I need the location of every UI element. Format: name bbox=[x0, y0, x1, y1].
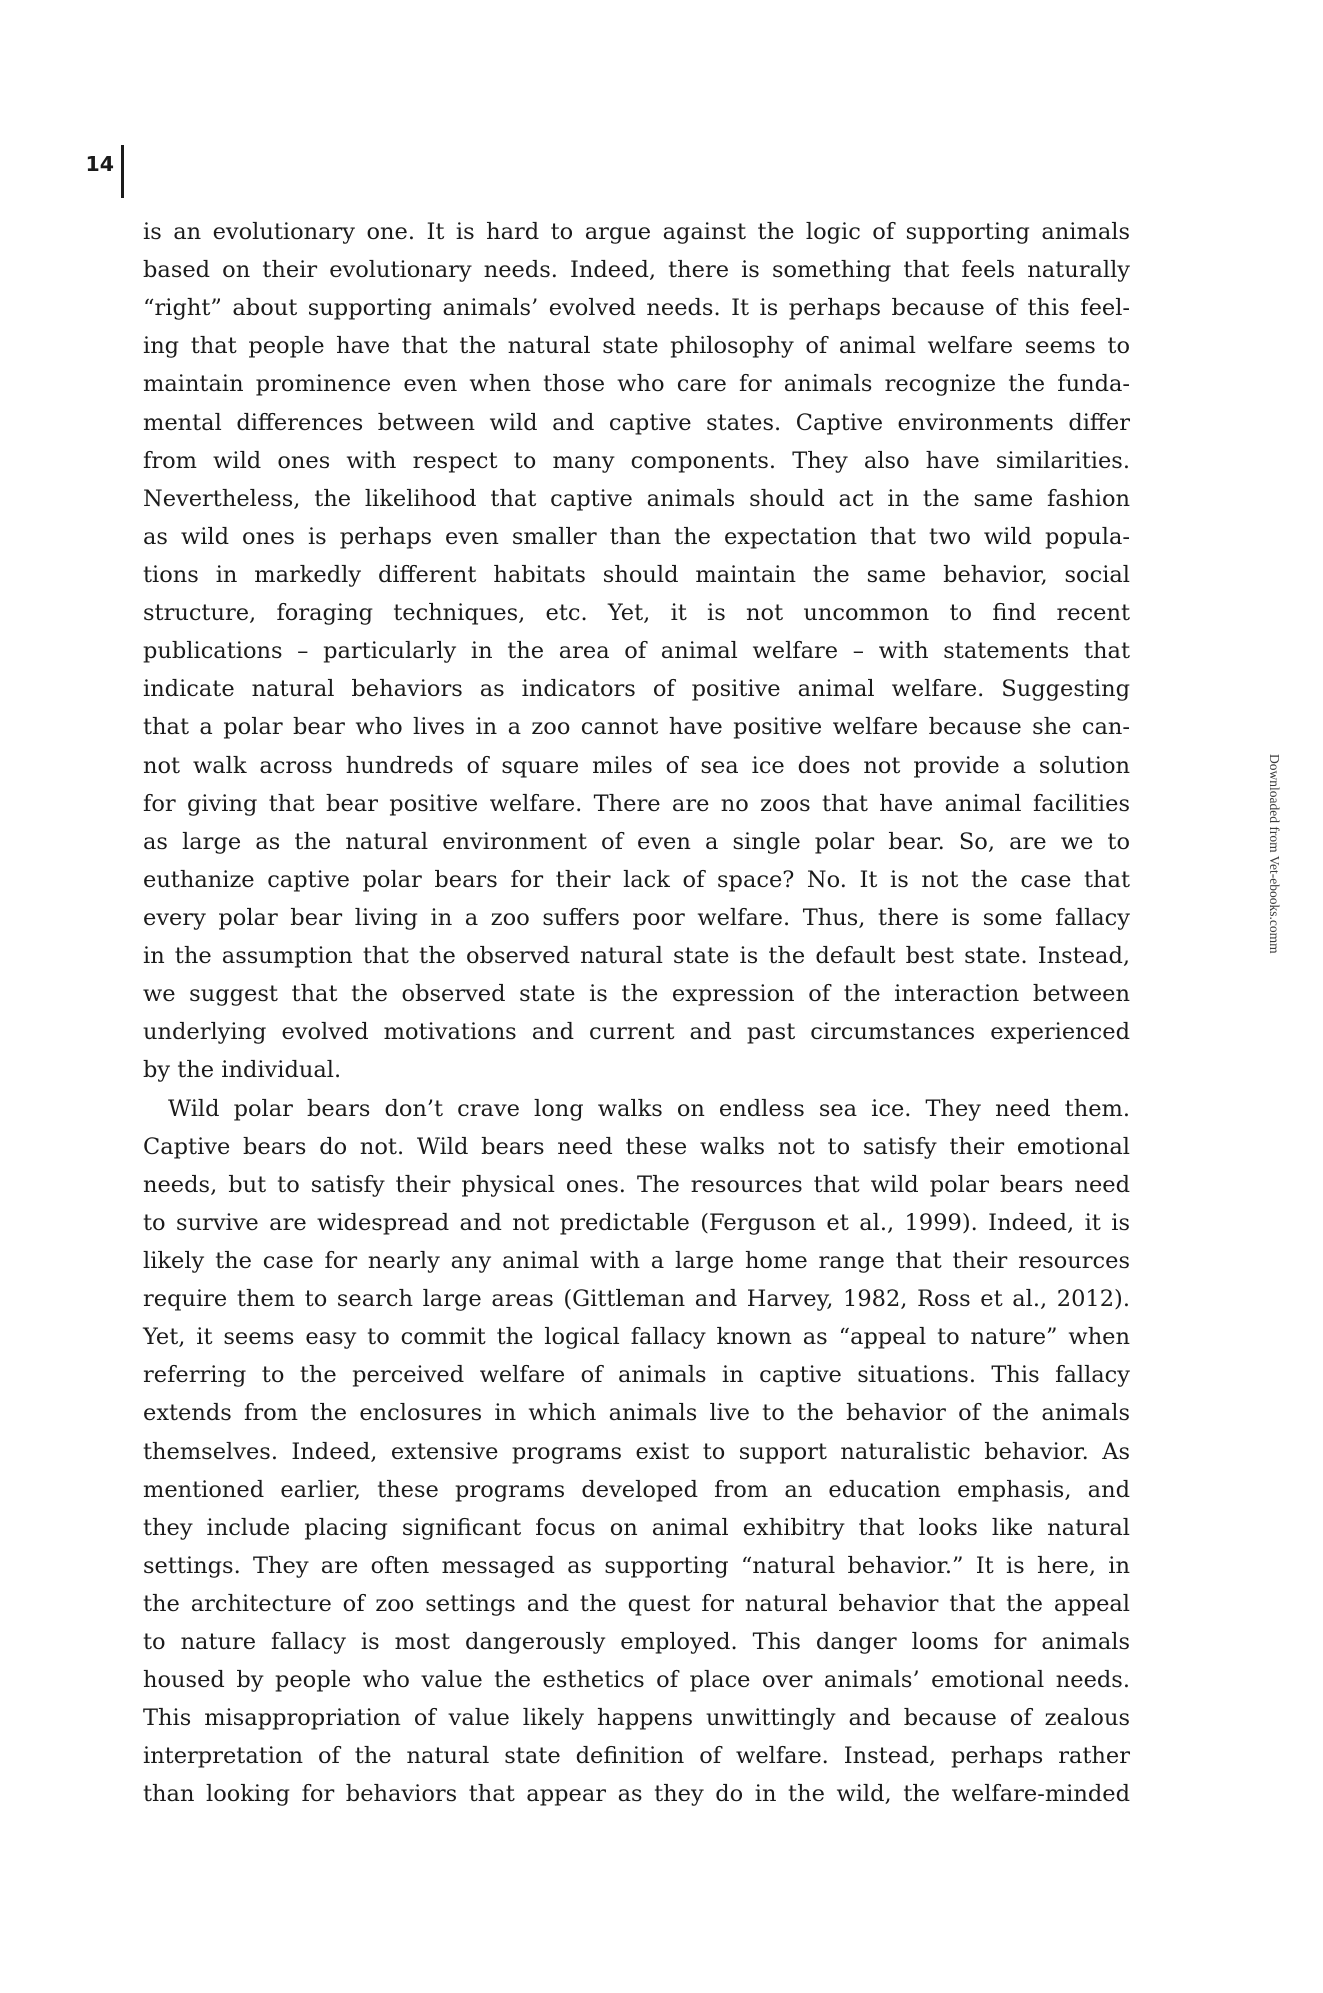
text-line: the architecture of zoo settings and the quest for natural behavior that the appeal bbox=[143, 1590, 1130, 1617]
text-line: ing that people have that the natural state philosophy of animal welfare seems to bbox=[143, 333, 1130, 360]
body-text bbox=[143, 213, 1130, 1814]
text-line: mentioned earlier, these programs developed from an education emphasis, and bbox=[143, 1476, 1130, 1503]
text-line: structure, foraging techniques, etc. Yet, it is not uncommon to find recent bbox=[143, 600, 1130, 627]
text-line: based on their evolutionary needs. Indeed, there is something that feels naturally bbox=[143, 257, 1130, 284]
text-line: themselves. Indeed, extensive programs exist to support naturalistic behavior. As bbox=[143, 1438, 1130, 1465]
text-line: maintain prominence even when those who care for animals recognize the funda- bbox=[143, 371, 1130, 398]
text-line: require them to search large areas (Gittleman and Harvey, 1982, Ross et al., 2012). bbox=[143, 1286, 1130, 1313]
text-line: from wild ones with respect to many components. They also have similarities. bbox=[143, 447, 1130, 474]
text-line: as large as the natural environment of even a single polar bear. So, are we to bbox=[143, 828, 1130, 855]
text-line: as wild ones is perhaps even smaller than the expectation that two wild popula- bbox=[143, 523, 1130, 550]
paragraph-1 bbox=[143, 213, 1130, 1090]
text-line: Yet, it seems easy to commit the logical fallacy known as “appeal to nature” when bbox=[143, 1324, 1130, 1351]
text-line: than looking for behaviors that appear as they do in the wild, the welfare-minded bbox=[143, 1781, 1130, 1808]
text-line: publications – particularly in the area of animal welfare – with statements that bbox=[143, 638, 1130, 665]
text-line: Wild polar bears don’t crave long walks on endless sea ice. They need them. bbox=[168, 1095, 1130, 1122]
text-line: Nevertheless, the likelihood that captive animals should act in the same fashion bbox=[143, 485, 1130, 512]
text-line: referring to the perceived welfare of animals in captive situations. This fallacy bbox=[143, 1362, 1130, 1389]
text-line: euthanize captive polar bears for their lack of space? No. It is not the case that bbox=[143, 866, 1130, 893]
text-line: indicate natural behaviors as indicators of positive animal welfare. Suggesting bbox=[143, 676, 1130, 703]
text-line: is an evolutionary one. It is hard to argue against the logic of supporting animals bbox=[143, 219, 1130, 245]
text-line: not walk across hundreds of square miles of sea ice does not provide a solution bbox=[143, 752, 1130, 779]
text-line: tions in markedly different habitats should maintain the same behavior, social bbox=[143, 561, 1130, 588]
text-line: by the individual. bbox=[143, 1057, 342, 1084]
text-line: for giving that bear positive welfare. There are no zoos that have animal facilities bbox=[143, 790, 1130, 817]
download-watermark: Downloaded from Vet-ebooks.comm bbox=[1267, 754, 1282, 954]
text-line: This misappropriation of value likely happens unwittingly and because of zealous bbox=[143, 1705, 1130, 1732]
text-line: every polar bear living in a zoo suffers poor welfare. Thus, there is some fallacy bbox=[143, 904, 1130, 931]
text-line: extends from the enclosures in which animals live to the behavior of the animals bbox=[143, 1400, 1130, 1427]
page-number: 14 bbox=[85, 152, 114, 176]
page-number-rule bbox=[121, 145, 124, 198]
text-line: underlying evolved motivations and current and past circumstances experienced bbox=[143, 1019, 1130, 1046]
text-line: interpretation of the natural state definition of welfare. Instead, perhaps rather bbox=[143, 1743, 1130, 1770]
text-line: needs, but to satisfy their physical ones. The resources that wild polar bears need bbox=[143, 1171, 1130, 1198]
text-line: “right” about supporting animals’ evolved needs. It is perhaps because of this feel- bbox=[143, 295, 1130, 322]
paragraph-2 bbox=[143, 1090, 1130, 1814]
text-line: to nature fallacy is most dangerously employed. This danger looms for animals bbox=[143, 1629, 1130, 1656]
text-line: Captive bears do not. Wild bears need these walks not to satisfy their emotional bbox=[143, 1133, 1130, 1160]
text-line: mental differences between wild and captive states. Captive environments differ bbox=[143, 409, 1130, 436]
text-line: we suggest that the observed state is the expression of the interaction between bbox=[143, 981, 1130, 1008]
text-line: settings. They are often messaged as supporting “natural behavior.” It is here, in bbox=[143, 1552, 1130, 1579]
text-line: in the assumption that the observed natural state is the default best state. Instead, bbox=[143, 943, 1130, 970]
text-line: they include placing significant focus on animal exhibitry that looks like natural bbox=[143, 1514, 1130, 1541]
text-line: to survive are widespread and not predictable (Ferguson et al., 1999). Indeed, it is bbox=[143, 1209, 1130, 1236]
text-line: housed by people who value the esthetics of place over animals’ emotional needs. bbox=[143, 1667, 1130, 1694]
text-line: likely the case for nearly any animal with a large home range that their resources bbox=[143, 1247, 1130, 1274]
text-line: that a polar bear who lives in a zoo cannot have positive welfare because she can- bbox=[143, 714, 1130, 741]
